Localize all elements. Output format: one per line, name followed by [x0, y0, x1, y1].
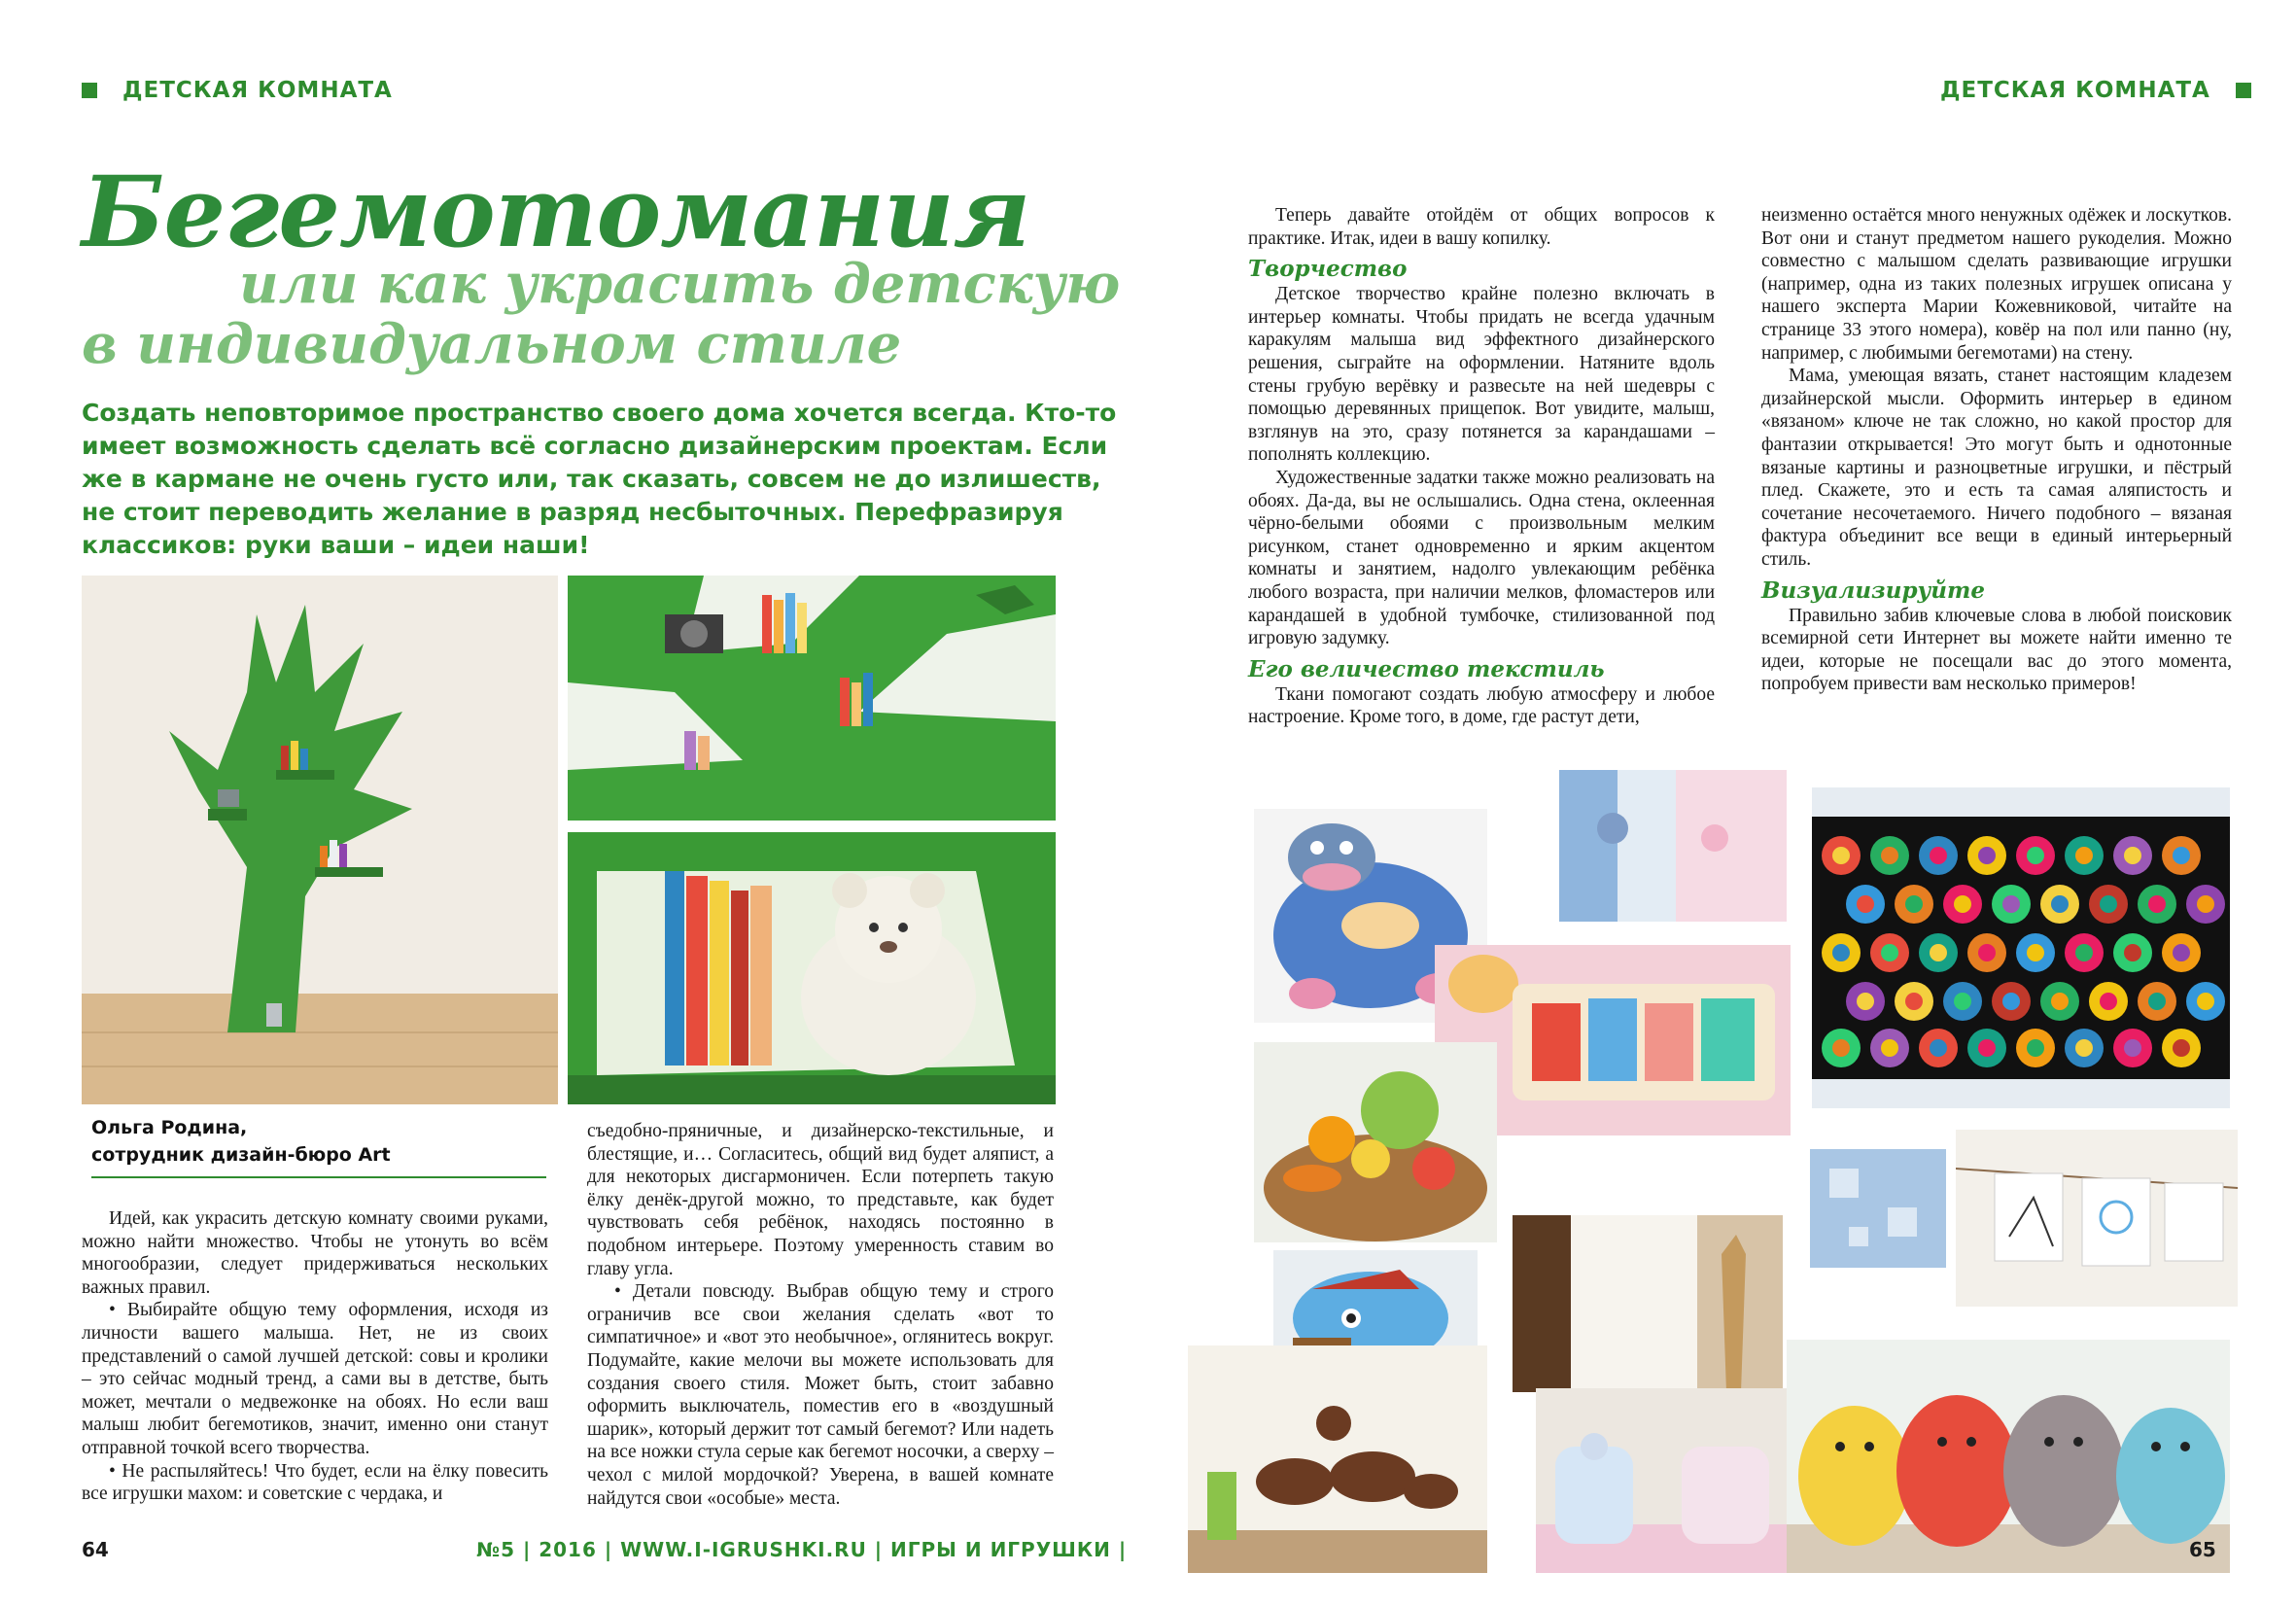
photo-kids-drawings-clothesline [1956, 1130, 2238, 1307]
article-subtitle-line1: или как украсить детскую [239, 252, 1121, 316]
paragraph: Правильно забив ключевые слова в любой поисковик всемирной сети Интернет вы можете найти именно те идеи, которые не посещали вас до этого момента, попробуем привести вам несколько примеров! [1761, 605, 2232, 695]
page-number-left: 64 [82, 1538, 109, 1561]
running-head-left [82, 78, 393, 103]
paragraph: • Не распыляйтесь! Что будет, если на ёлку повесить все игрушки махом: и советские с чердака, и [82, 1460, 548, 1505]
text-column-1 [82, 1207, 548, 1506]
photo-giraffe-curtains [1513, 1215, 1783, 1392]
photo-curtains-tieback [1559, 770, 1787, 922]
photo-tree-bookshelf [82, 576, 558, 1104]
lead-line: Создать неповторимое пространство своего дома хочется всегда. Кто-то [82, 399, 1117, 427]
lead-line: не стоит переводить желание в разряд несбыточных. Перефразируя [82, 498, 1063, 526]
photo-knitted-vegetables-basket [1254, 1042, 1497, 1242]
paragraph: съедобно-пряничные, и дизайнерско-текстильные, и блестящие, и… Согласитесь, общий вид будет аляпист, а для некоторых дисгармоничен. Если потерпеть такую ёлку денёк-другой можно, то представьте, как будет чувствовать себя ребёнок, находясь постоянно в подобном интерьере. Поэтому умеренность ставим во главу угла. [587, 1121, 1054, 1279]
text-column-4 [1761, 204, 2232, 696]
photo-crochet-blanket [1812, 787, 2230, 1108]
page-number-right: 65 [2189, 1538, 2216, 1561]
issue-footer: №5 | 2016 | WWW.I-IGRUSHKI.RU | ИГРЫ И ИГРУШКИ | [476, 1538, 1128, 1561]
photo-shelf-camera-books [568, 576, 1056, 821]
photo-hedgehog-wall-decal [1188, 1345, 1487, 1573]
photo-soft-armchairs [1536, 1388, 1791, 1573]
article-subtitle-line2: в индивидуальном стиле [82, 312, 902, 376]
author-credit [91, 1114, 391, 1169]
paragraph: Художественные задатки также можно реализовать на обоях. Да-да, вы не ослышались. Одна стена, оклеенная чёрно-белыми обоями с произвольным мелким рисунком, станет одновременно и ярким акцентом комнаты и занятием, надолго увлекающим ребёнка любого возраста, при наличии мелков, фломастеров или карандашей в удобной тумбочке, стилизованной под игровую задумку. [1248, 467, 1715, 649]
author-name: Ольга Родина, [91, 1117, 248, 1138]
square-bullet-icon [2236, 83, 2251, 98]
paragraph: неизменно остаётся много ненужных одёжек и лоскутков. Вот они и станут предметом нашего рукоделия. Можно совместно с малышом сделать развивающие игрушки (например, одна из таких полезных игрушек описана у нашего эксперта Марии Кожевниковой, читайте на странице 33 этого номера), ковёр на пол или панно (ну, например, с любимыми бегемотами) на стену. [1761, 205, 2232, 364]
subheading-creativity: Творчество [1248, 256, 1408, 283]
section-label: ДЕТСКАЯ КОМНАТА [1940, 78, 2210, 103]
running-head-right [1940, 78, 2251, 103]
paragraph: Детское творчество крайне полезно включать в интерьер комнаты. Чтобы придать не всегда удачным каракулям малыша вид эффектного дизайнерского решения, сыграйте на оформлении. Натяните вдоль стены грубую верёвку и развесьте на ней шедевры с помощью деревянных прищепок. Вот увидите, малыш, взглянув на это, сразу потянется за карандашами – пополнять коллекцию. [1248, 284, 1715, 466]
paragraph: Теперь давайте отойдём от общих вопросов к практике. Итак, идеи в вашу копилку. [1248, 205, 1715, 249]
square-bullet-icon [82, 83, 97, 98]
lead-line: классиков: руки ваши – идеи наши! [82, 531, 590, 559]
paragraph: Ткани помогают создать любую атмосферу и любое настроение. Кроме того, в доме, где растут дети, [1248, 683, 1715, 728]
text-column-2 [587, 1120, 1054, 1510]
section-label: ДЕТСКАЯ КОМНАТА [122, 78, 393, 103]
photo-teddy-bear-shelf [568, 832, 1056, 1104]
subheading-visualize: Визуализируйте [1761, 576, 1985, 604]
subheading-textile: Его величество текстиль [1248, 655, 1605, 682]
article-title: Бегемотомания [82, 155, 1030, 269]
lead-line: же в кармане не очень густо или, так сказать, совсем не до излишеств, [82, 465, 1101, 493]
text-column-3 [1248, 204, 1715, 729]
paragraph: • Выбирайте общую тему оформления, исходя из личности вашего малыша. Нет, не из своих представлений о самой лучшей детской: совы и кролики – это сейчас модный тренд, а сами вы в детстве, быть может, мечтали о медвежонке на обоях. Но если ваш малыш любит бегемотиков, значит, именно они станут отправной точкой всего творчества. [82, 1300, 548, 1458]
article-lead [82, 397, 1117, 562]
paragraph: • Детали повсюду. Выбрав общую тему и строго ограничив все свои желания сделать «вот то симпатичное» и «вот это необычное», оглянитесь вокруг. Подумайте, какие мелочи вы можете использовать для создания своего стиля. Может быть, стоит забавно оформить выключатель, поместив его в «воздушный шарик», который держит тот самый бегемот? Или надеть на все ножки стула серые как бегемот носочки, а сверху – чехол с милой мордочкой? Уверена, в вашей комнате найдутся свои «особые» места. [587, 1281, 1054, 1509]
paragraph: Мама, умеющая вязать, станет настоящим кладезем дизайнерской мысли. Оформить интерьер в едином «вязаном» ключе не так сложно, но какой простор для фантазии открывается! Это могут быть и однотонные вязаные картины и разноцветные игрушки, и пёстрый плед. Скажете, это и есть та самая аляпистость и сочетание несочетаемого. Ничего подобного – вязаная фактура объединит все вещи в единый интерьерный стиль. [1761, 366, 2232, 570]
paragraph: Идей, как украсить детскую комнату своими руками, можно найти множество. Чтобы не утонуть во всём многообразии, следует придерживаться нескольких важных правил. [82, 1208, 548, 1298]
photo-blue-patterned-fabric [1810, 1149, 1946, 1268]
photo-plush-hippos [1787, 1340, 2230, 1573]
author-divider [91, 1176, 546, 1178]
author-role: сотрудник дизайн-бюро Art [91, 1144, 391, 1166]
lead-line: имеет возможность сделать всё согласно дизайнерским проектам. Если [82, 432, 1108, 460]
